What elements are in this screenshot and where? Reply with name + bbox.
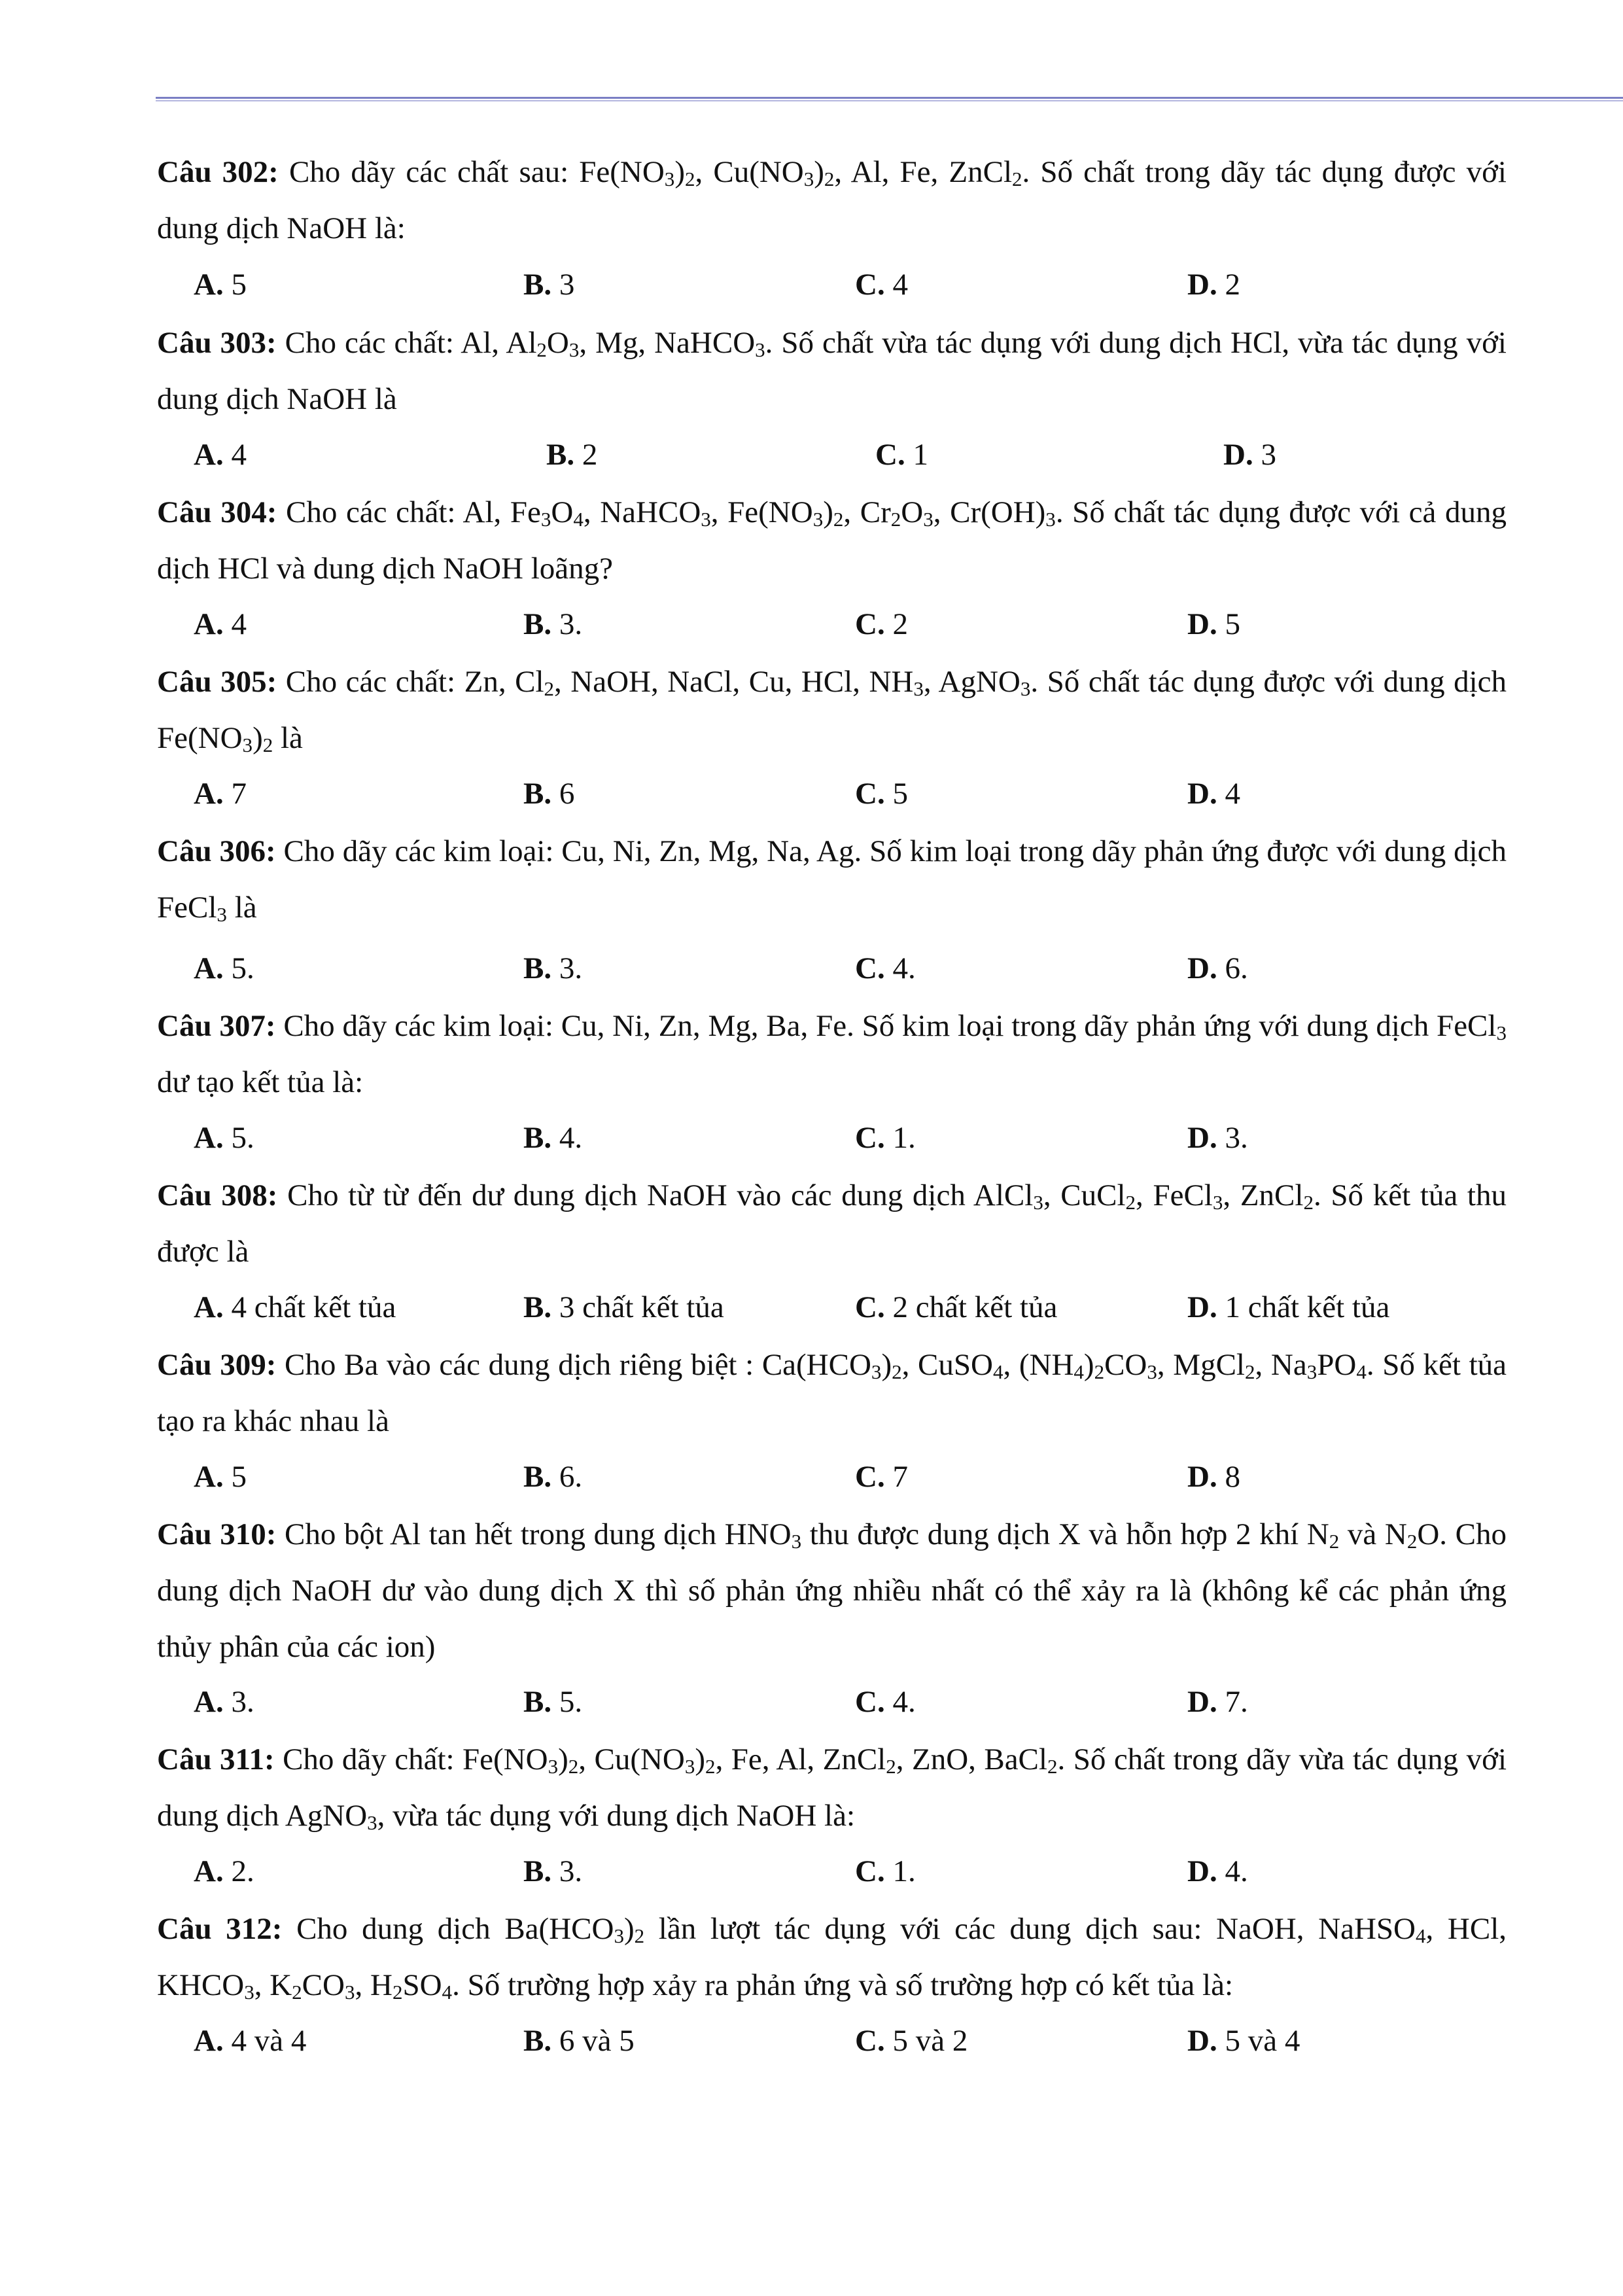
option-letter: B.	[523, 268, 552, 302]
option-letter: A.	[194, 1685, 224, 1719]
answer-option[interactable]	[1187, 256, 1240, 313]
option-letter: D.	[1223, 438, 1253, 472]
option-text: 4.	[1217, 1854, 1248, 1888]
option-text: 5.	[223, 951, 254, 985]
option-letter: D.	[1187, 607, 1217, 641]
answer-option[interactable]	[1187, 1674, 1248, 1730]
answer-option[interactable]	[194, 940, 254, 997]
question-body: Cho từ từ đến dư dung dịch NaOH vào các dung dịch AlCl$_3$, CuCl$_2$, FeCl$_3$, ZnCl$_2$. Số kết tủa thu được là	[157, 1178, 1507, 1269]
option-text: 1 chất kết tủa	[1217, 1290, 1390, 1324]
question-body: Cho bột Al tan hết trong dung dịch $HNO_3$ thu được dung dịch X và hỗn hợp 2 khí $N_2$ và $N_2O$. Cho dung dịch NaOH dư vào dung dịch X thì số phản ứng nhiều nhất có thể xảy ra là (không kể các phản ứng thủy phân của các ion)	[157, 1517, 1507, 1664]
option-text: 8	[1217, 1460, 1240, 1494]
answer-option[interactable]	[1223, 427, 1276, 483]
answer-option[interactable]	[1187, 1843, 1248, 1899]
answer-option[interactable]	[855, 1843, 916, 1899]
question-body: Cho các chất: Al, $Al_2O_3$, Mg, NaHCO$_3$. Số chất vừa tác dụng với dung dịch HCl, vừa tác dụng với dung dịch NaOH là	[157, 326, 1507, 416]
question-label: Câu 308:	[157, 1178, 278, 1212]
answer-option[interactable]	[1187, 940, 1248, 997]
option-text: 3.	[551, 1854, 583, 1888]
answer-option[interactable]	[1187, 1110, 1248, 1166]
option-letter: D.	[1187, 1460, 1217, 1494]
question-label: Câu 303:	[157, 326, 277, 360]
option-letter: A.	[194, 1121, 224, 1155]
option-text: 3	[1253, 438, 1276, 472]
option-letter: B.	[523, 2024, 552, 2058]
question-text	[157, 1901, 1507, 2013]
question-body: Cho dãy chất: $Fe(NO_3)_2$, $Cu(NO_3)_2$, Fe, Al, ZnCl$_2$, ZnO, BaCl$_2$. Số chất trong dãy vừa tác dụng với dung dịch AgNO$_3$, vừa tác dụng với dung dịch NaOH là:	[157, 1742, 1507, 1835]
answer-option[interactable]	[855, 2013, 968, 2069]
option-text: 6.	[1217, 951, 1248, 985]
option-letter: B.	[523, 1685, 552, 1719]
answer-option[interactable]	[523, 1674, 582, 1730]
answer-option[interactable]	[855, 1449, 908, 1505]
option-text: 5 và 2	[884, 2024, 968, 2058]
option-letter: B.	[523, 777, 552, 811]
answer-option[interactable]	[523, 256, 574, 313]
header-rule-line-thin	[156, 100, 1623, 101]
option-text: 4	[884, 268, 908, 302]
answer-option[interactable]	[855, 1110, 916, 1166]
answer-options	[0, 2013, 1623, 2069]
option-letter: C.	[855, 951, 885, 985]
answer-option[interactable]	[875, 427, 928, 483]
option-letter: C.	[855, 1460, 885, 1494]
answer-option[interactable]	[523, 1110, 582, 1166]
option-text: 6.	[551, 1460, 583, 1494]
question-label: Câu 311:	[157, 1742, 275, 1776]
question-label: Câu 310:	[157, 1517, 277, 1551]
question-body: Cho Ba vào các dung dịch riêng biệt : $Ca(HCO_3)_2$, CuSO$_4$, $(NH_4)_2CO_3$, MgCl$_2$, $Na_3PO_4$. Số kết tủa tạo ra khác nhau là	[157, 1348, 1507, 1438]
option-text: 3.	[551, 607, 583, 641]
option-letter: A.	[194, 1290, 224, 1324]
option-text: 2.	[223, 1854, 254, 1888]
option-letter: A.	[194, 1460, 224, 1494]
option-letter: B.	[546, 438, 575, 472]
option-letter: C.	[855, 1854, 885, 1888]
answer-options	[0, 596, 1623, 652]
option-text: 4.	[551, 1121, 583, 1155]
answer-options	[0, 427, 1623, 483]
answer-options	[0, 1674, 1623, 1730]
header-rule-line	[156, 97, 1623, 99]
option-text: 1.	[884, 1854, 916, 1888]
question-label: Câu 306:	[157, 834, 276, 868]
option-letter: A.	[194, 777, 224, 811]
answer-option[interactable]	[194, 1279, 396, 1335]
answer-option[interactable]	[855, 256, 908, 313]
option-letter: D.	[1187, 1854, 1217, 1888]
option-letter: C.	[855, 1685, 885, 1719]
question-label: Câu 304:	[157, 495, 277, 529]
option-text: 4 chất kết tủa	[223, 1290, 396, 1324]
option-letter: A.	[194, 951, 224, 985]
question-label: Câu 305:	[157, 665, 277, 699]
question-body: Cho các chất: Zn, $Cl_2$, NaOH, NaCl, Cu, HCl, $NH_3$, AgNO$_3$. Số chất tác dụng được với dung dịch $Fe(NO_3)_2$ là	[157, 665, 1507, 757]
question-text	[157, 315, 1507, 427]
question-body: Cho dung dịch $Ba(HCO_3)_2$ lần lượt tác dụng với các dung dịch sau: NaOH, NaHSO$_4$, HCl, $KHCO_3$, $K_2CO_3$, $H_2SO_4$. Số trường hợp xảy ra phản ứng và số trường hợp có kết tủa là:	[157, 1912, 1507, 2004]
answer-option[interactable]	[523, 596, 582, 652]
option-letter: C.	[875, 438, 905, 472]
option-text: 5.	[551, 1685, 583, 1719]
option-text: 7	[223, 777, 247, 811]
question-body: Cho các chất: Al, $Fe_3O_4$, NaHCO$_3$, $Fe(NO_3)_2$, $Cr_2O_3$, $Cr(OH)_3$. Số chất tác dụng được với cả dung dịch HCl và dung dịch NaOH loãng?	[157, 495, 1507, 586]
option-text: 1.	[884, 1121, 916, 1155]
answer-option[interactable]	[194, 1110, 254, 1166]
option-text: 3.	[223, 1685, 254, 1719]
answer-option[interactable]	[855, 1674, 916, 1730]
option-text: 2	[884, 607, 908, 641]
option-text: 4	[1217, 777, 1240, 811]
answer-option[interactable]	[546, 427, 597, 483]
option-text: 5.	[223, 1121, 254, 1155]
question-text	[157, 1731, 1507, 1844]
option-letter: D.	[1187, 951, 1217, 985]
option-text: 3.	[551, 951, 583, 985]
answer-option[interactable]	[194, 256, 247, 313]
question-label: Câu 309:	[157, 1348, 277, 1382]
option-text: 2	[1217, 268, 1240, 302]
option-text: 7	[884, 1460, 908, 1494]
option-letter: D.	[1187, 2024, 1217, 2058]
question-label: Câu 312:	[157, 1912, 283, 1946]
answer-option[interactable]	[523, 1279, 724, 1335]
answer-option[interactable]	[523, 2013, 635, 2069]
option-letter: D.	[1187, 777, 1217, 811]
option-letter: D.	[1187, 1121, 1217, 1155]
option-text: 5	[223, 268, 247, 302]
answer-option[interactable]	[1187, 596, 1240, 652]
option-text: 5	[223, 1460, 247, 1494]
option-letter: D.	[1187, 1290, 1217, 1324]
question-body: Cho dãy các kim loại: Cu, Ni, Zn, Mg, Na, Ag. Số kim loại trong dãy phản ứng được với dung dịch FeCl$_3$ là	[157, 834, 1507, 927]
question-body: Cho dãy các kim loại: Cu, Ni, Zn, Mg, Ba, Fe. Số kim loại trong dãy phản ứng với dung dịch FeCl$_3$ dư tạo kết tủa là:	[157, 1009, 1507, 1099]
option-letter: B.	[523, 1854, 552, 1888]
answer-option[interactable]	[523, 1449, 582, 1505]
answer-option[interactable]	[194, 1449, 247, 1505]
answer-options	[0, 1449, 1623, 1505]
option-text: 5	[884, 777, 908, 811]
answer-options	[0, 1843, 1623, 1899]
option-letter: A.	[194, 438, 224, 472]
option-text: 4	[223, 438, 247, 472]
question-text	[157, 144, 1507, 256]
question-text	[157, 484, 1507, 597]
answer-options	[0, 766, 1623, 822]
question-text	[157, 823, 1507, 936]
option-text: 4.	[884, 951, 916, 985]
answer-option[interactable]	[194, 766, 247, 822]
answer-option[interactable]	[855, 766, 908, 822]
answer-option[interactable]	[194, 1674, 254, 1730]
question-body: Cho dãy các chất sau: $Fe(NO_3)_2$, $Cu(NO_3)_2$, Al, Fe, ZnCl$_2$. Số chất trong dãy tác dụng được với dung dịch NaOH là:	[157, 155, 1507, 245]
answer-option[interactable]	[855, 596, 908, 652]
option-letter: A.	[194, 607, 224, 641]
option-letter: C.	[855, 607, 885, 641]
answer-option[interactable]	[1187, 1279, 1389, 1335]
option-letter: A.	[194, 268, 224, 302]
option-letter: C.	[855, 777, 885, 811]
question-text	[157, 654, 1507, 766]
option-text: 4	[223, 607, 247, 641]
option-letter: B.	[523, 607, 552, 641]
option-text: 1	[905, 438, 928, 472]
option-letter: A.	[194, 1854, 224, 1888]
option-text: 3.	[1217, 1121, 1248, 1155]
answer-option[interactable]	[523, 1843, 582, 1899]
answer-option[interactable]	[523, 940, 582, 997]
question-text	[157, 998, 1507, 1110]
question-label: Câu 307:	[157, 1009, 276, 1043]
option-text: 4 và 4	[223, 2024, 307, 2058]
answer-options	[0, 256, 1623, 313]
answer-option[interactable]	[194, 2013, 306, 2069]
option-letter: C.	[855, 1290, 885, 1324]
option-letter: B.	[523, 1121, 552, 1155]
answer-option[interactable]	[1187, 766, 1240, 822]
option-letter: C.	[855, 2024, 885, 2058]
answer-options	[0, 940, 1623, 997]
option-text: 3 chất kết tủa	[551, 1290, 724, 1324]
option-letter: C.	[855, 1121, 885, 1155]
option-text: 4.	[884, 1685, 916, 1719]
option-text: 6	[551, 777, 575, 811]
option-text: 2	[574, 438, 598, 472]
answer-option[interactable]	[194, 427, 247, 483]
option-text: 2 chất kết tủa	[884, 1290, 1058, 1324]
question-text	[157, 1337, 1507, 1449]
option-letter: C.	[855, 268, 885, 302]
option-letter: B.	[523, 951, 552, 985]
answer-option[interactable]	[523, 766, 574, 822]
option-letter: A.	[194, 2024, 224, 2058]
question-text	[157, 1506, 1507, 1675]
option-letter: D.	[1187, 268, 1217, 302]
option-text: 6 và 5	[551, 2024, 635, 2058]
answer-option[interactable]	[855, 1279, 1057, 1335]
answer-options	[0, 1110, 1623, 1166]
option-text: 5	[1217, 607, 1240, 641]
answer-option[interactable]	[194, 1843, 254, 1899]
answer-option[interactable]	[194, 596, 247, 652]
header-rule	[156, 97, 1623, 101]
option-text: 7.	[1217, 1685, 1248, 1719]
question-label: Câu 302:	[157, 155, 279, 189]
answer-option[interactable]	[1187, 1449, 1240, 1505]
question-text	[157, 1167, 1507, 1280]
option-letter: B.	[523, 1460, 552, 1494]
option-text: 5 và 4	[1217, 2024, 1300, 2058]
option-text: 3	[551, 268, 575, 302]
option-letter: B.	[523, 1290, 552, 1324]
answer-option[interactable]	[855, 940, 916, 997]
answer-options	[0, 1279, 1623, 1335]
answer-option[interactable]	[1187, 2013, 1300, 2069]
option-letter: D.	[1187, 1685, 1217, 1719]
